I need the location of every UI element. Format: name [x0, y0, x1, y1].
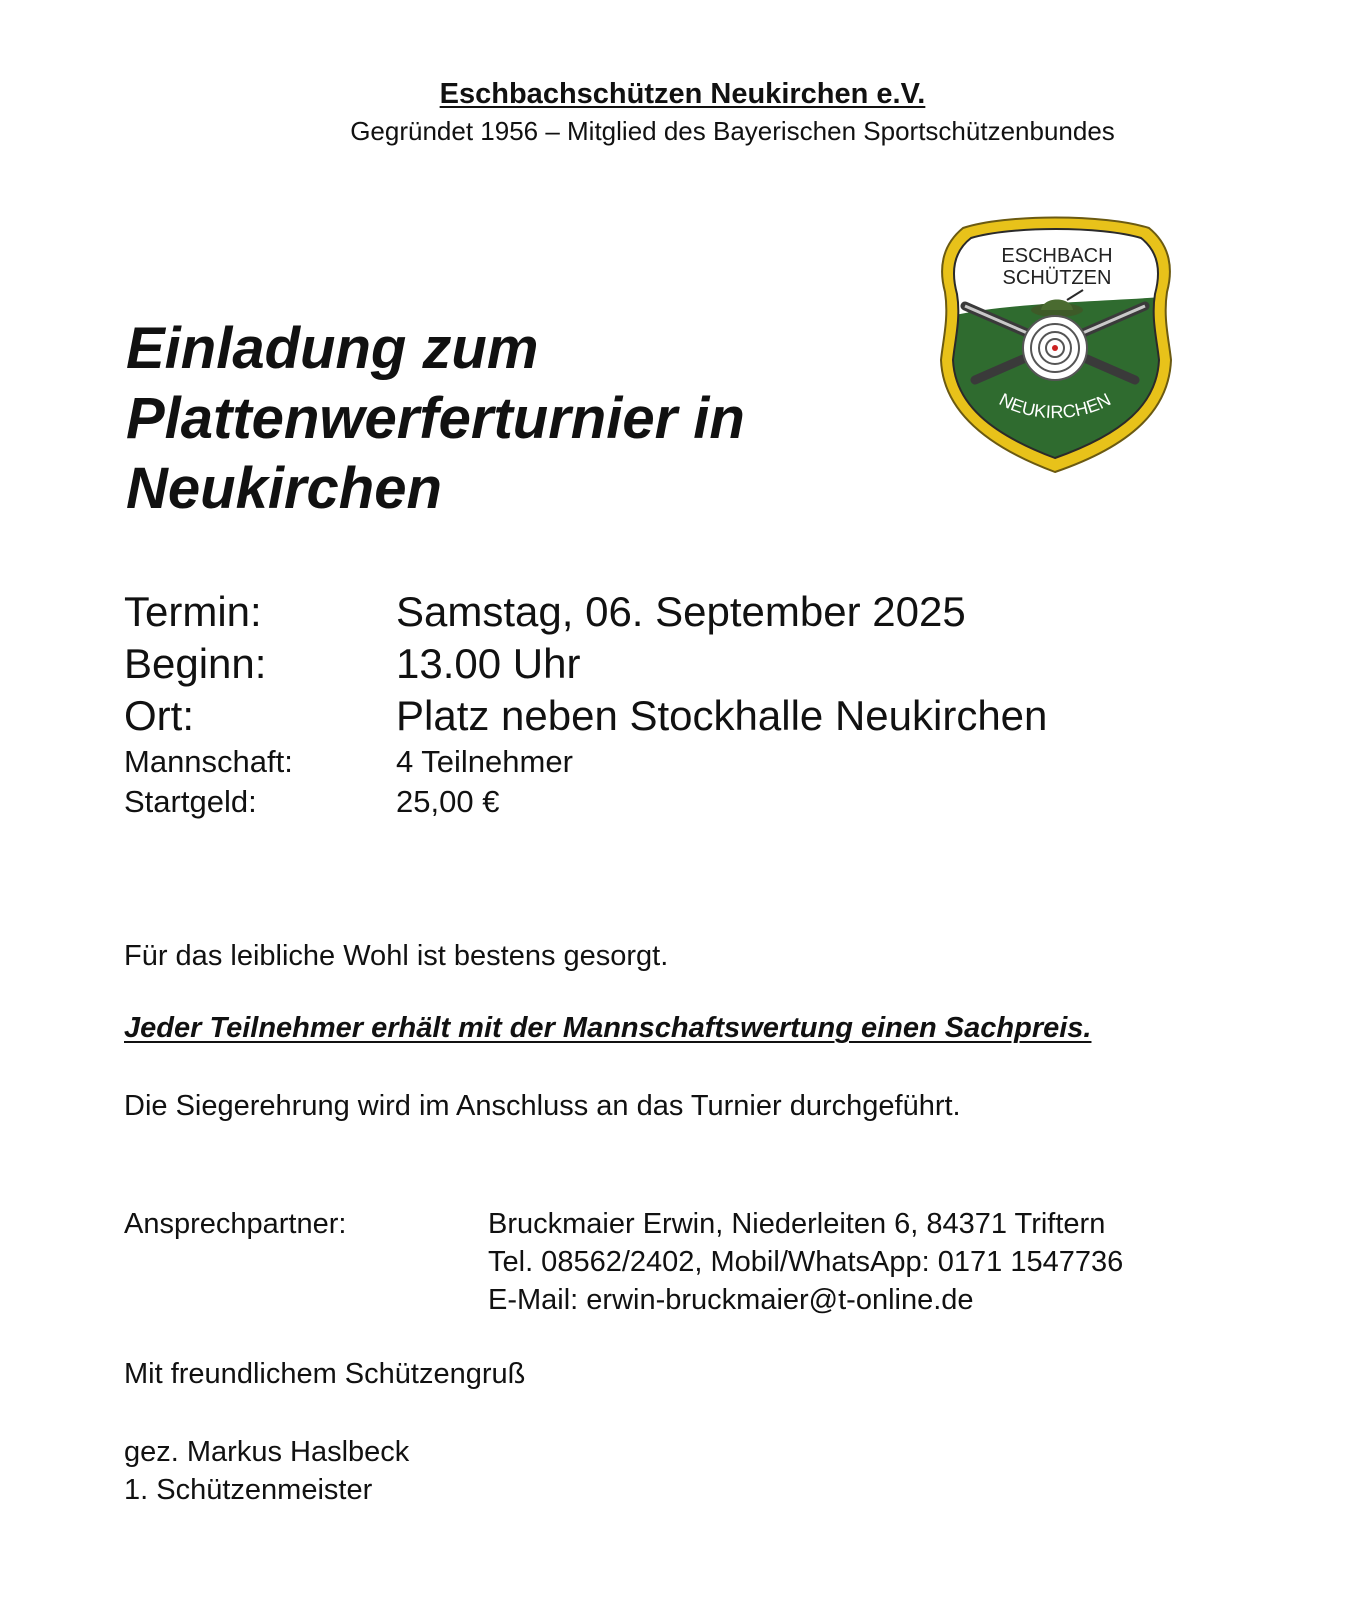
event-details [124, 586, 1244, 822]
ceremony-text: Die Siegerehrung wird im Anschluss an das Turnier durchgeführt. [124, 1090, 961, 1122]
logo-text-top-1: ESCHBACH [1001, 245, 1113, 267]
page-title [126, 314, 826, 524]
closing-greeting: Mit freundlichem Schützengruß [124, 1358, 526, 1390]
beginn-value: 13.00 Uhr [396, 640, 581, 687]
termin-label: Termin: [124, 588, 262, 635]
mannschaft-value: 4 Teilnehmer [396, 744, 573, 779]
prize-text: Jeder Teilnehmer erhält mit der Mannschaftswertung einen Sachpreis. [124, 1012, 1092, 1044]
contact-label: Ansprechpartner: [124, 1208, 347, 1240]
title-line-1: Einladung zum [126, 316, 539, 381]
wellbeing-text: Für das leibliche Wohl ist bestens gesorgt. [124, 940, 669, 972]
signed-by: gez. Markus Haslbeck [124, 1436, 410, 1468]
contact-details [488, 1205, 1123, 1319]
signer-role: 1. Schützenmeister [124, 1474, 373, 1506]
club-logo-emblem [935, 210, 1175, 480]
ort-label: Ort: [124, 692, 194, 739]
detail-row-startgeld [124, 782, 1244, 822]
logo-text-top-2: SCHÜTZEN [1002, 267, 1112, 289]
club-subtitle: Gegründet 1956 – Mitglied des Bayerischen Sportschützenbundes [350, 116, 1115, 146]
detail-row-ort [124, 690, 1244, 742]
detail-row-mannschaft [124, 742, 1244, 782]
title-line-2: Plattenwerferturnier in [126, 386, 745, 451]
contact-email: E-Mail: erwin-bruckmaier@t-online.de [488, 1284, 974, 1316]
detail-row-beginn [124, 638, 1244, 690]
startgeld-value: 25,00 € [396, 784, 500, 819]
contact-phone: Tel. 08562/2402, Mobil/WhatsApp: 0171 1547736 [488, 1246, 1124, 1278]
signature-block [124, 1433, 409, 1509]
contact-address: Bruckmaier Erwin, Niederleiten 6, 84371 Triftern [488, 1208, 1106, 1240]
ort-value: Platz neben Stockhalle Neukirchen [396, 692, 1048, 739]
termin-value: Samstag, 06. September 2025 [396, 588, 966, 635]
beginn-label: Beginn: [124, 640, 267, 687]
target-icon [1023, 316, 1087, 380]
startgeld-label: Startgeld: [124, 784, 257, 819]
detail-row-termin [124, 586, 1244, 638]
club-name: Eschbachschützen Neukirchen e.V. [439, 78, 926, 110]
logo-text-bottom: NEUKIRCHEN [996, 389, 1114, 423]
title-line-3: Neukirchen [126, 456, 442, 521]
mannschaft-label: Mannschaft: [124, 744, 293, 779]
